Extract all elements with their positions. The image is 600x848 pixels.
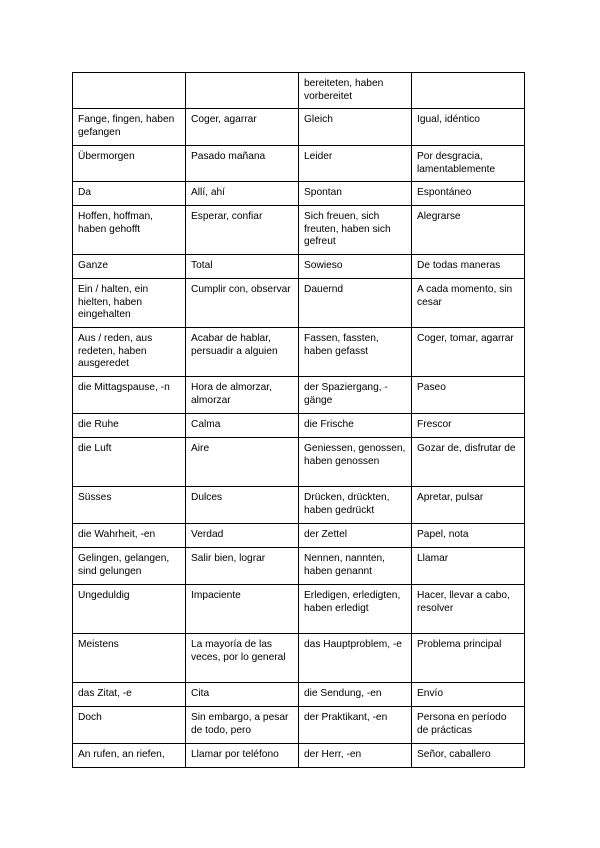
table-cell: Ungeduldig xyxy=(73,585,186,634)
table-cell: Übermorgen xyxy=(73,146,186,182)
vocabulary-table xyxy=(72,72,525,768)
table-cell: Coger, agarrar xyxy=(186,109,299,146)
table-cell: Apretar, pulsar xyxy=(412,487,525,524)
table-cell: Verdad xyxy=(186,524,299,548)
table-cell: Aus / reden, aus redeten, haben ausgeredet xyxy=(73,328,186,377)
table-row xyxy=(73,524,525,548)
table-cell: die Frische xyxy=(299,414,412,438)
table-cell xyxy=(186,73,299,109)
table-cell: Drücken, drückten, haben gedrückt xyxy=(299,487,412,524)
table-cell: Sowieso xyxy=(299,255,412,279)
table-cell: Acabar de hablar, persuadir a alguien xyxy=(186,328,299,377)
table-cell: Pasado mañana xyxy=(186,146,299,182)
table-cell: An rufen, an riefen, xyxy=(73,744,186,768)
table-row xyxy=(73,438,525,487)
table-cell: Erledigen, erledigten, haben erledigt xyxy=(299,585,412,634)
table-row xyxy=(73,585,525,634)
table-cell: Coger, tomar, agarrar xyxy=(412,328,525,377)
table-cell: Problema principal xyxy=(412,634,525,683)
table-row xyxy=(73,206,525,255)
table-row xyxy=(73,182,525,206)
table-cell: Dauernd xyxy=(299,279,412,328)
vocabulary-table-body xyxy=(73,73,525,768)
table-cell: Calma xyxy=(186,414,299,438)
table-cell: La mayoría de las veces, por lo general xyxy=(186,634,299,683)
table-cell: Salir bien, lograr xyxy=(186,548,299,585)
table-cell: Hora de almorzar, almorzar xyxy=(186,377,299,414)
table-cell: Sin embargo, a pesar de todo, pero xyxy=(186,707,299,744)
table-cell: Hacer, llevar a cabo, resolver xyxy=(412,585,525,634)
table-cell: Señor, caballero xyxy=(412,744,525,768)
table-cell xyxy=(412,73,525,109)
table-cell: Espontáneo xyxy=(412,182,525,206)
table-row xyxy=(73,279,525,328)
table-cell: Por desgracia, lamentablemente xyxy=(412,146,525,182)
table-cell: Cita xyxy=(186,683,299,707)
table-cell: der Praktikant, -en xyxy=(299,707,412,744)
table-cell: Gozar de, disfrutar de xyxy=(412,438,525,487)
table-cell: der Herr, -en xyxy=(299,744,412,768)
table-cell: Ganze xyxy=(73,255,186,279)
table-cell: Fassen, fassten, haben gefasst xyxy=(299,328,412,377)
table-cell: Nennen, nannten, haben genannt xyxy=(299,548,412,585)
table-cell: Papel, nota xyxy=(412,524,525,548)
table-cell: Gleich xyxy=(299,109,412,146)
table-row xyxy=(73,683,525,707)
table-cell: bereiteten, haben vorbereitet xyxy=(299,73,412,109)
table-row xyxy=(73,109,525,146)
table-cell: Esperar, confiar xyxy=(186,206,299,255)
table-cell: Allí, ahí xyxy=(186,182,299,206)
table-row xyxy=(73,634,525,683)
table-cell: das Hauptproblem, -e xyxy=(299,634,412,683)
table-cell xyxy=(73,73,186,109)
table-cell: Llamar por teléfono xyxy=(186,744,299,768)
table-cell: der Spaziergang, -gänge xyxy=(299,377,412,414)
table-cell: Gelingen, gelangen, sind gelungen xyxy=(73,548,186,585)
table-row xyxy=(73,328,525,377)
table-cell: die Wahrheit, -en xyxy=(73,524,186,548)
table-cell: Persona en período de prácticas xyxy=(412,707,525,744)
table-row xyxy=(73,707,525,744)
table-row xyxy=(73,73,525,109)
table-cell: Meistens xyxy=(73,634,186,683)
table-cell: Paseo xyxy=(412,377,525,414)
table-cell: Total xyxy=(186,255,299,279)
table-cell: Envío xyxy=(412,683,525,707)
table-cell: Doch xyxy=(73,707,186,744)
table-row xyxy=(73,414,525,438)
table-cell: A cada momento, sin cesar xyxy=(412,279,525,328)
table-cell: Frescor xyxy=(412,414,525,438)
table-cell: Dulces xyxy=(186,487,299,524)
table-cell: Igual, idéntico xyxy=(412,109,525,146)
table-cell: Leider xyxy=(299,146,412,182)
table-cell: Geniessen, genossen, haben genossen xyxy=(299,438,412,487)
table-cell: Llamar xyxy=(412,548,525,585)
table-cell: die Ruhe xyxy=(73,414,186,438)
table-cell: die Luft xyxy=(73,438,186,487)
table-cell: Impaciente xyxy=(186,585,299,634)
table-cell: Aire xyxy=(186,438,299,487)
table-cell: Hoffen, hoffman, haben gehofft xyxy=(73,206,186,255)
table-cell: Cumplir con, observar xyxy=(186,279,299,328)
table-cell: Alegrarse xyxy=(412,206,525,255)
table-row xyxy=(73,744,525,768)
table-row xyxy=(73,146,525,182)
table-row xyxy=(73,487,525,524)
table-cell: das Zitat, -e xyxy=(73,683,186,707)
table-cell: Fange, fingen, haben gefangen xyxy=(73,109,186,146)
table-cell: die Sendung, -en xyxy=(299,683,412,707)
table-cell: Sich freuen, sich freuten, haben sich gefreut xyxy=(299,206,412,255)
table-row xyxy=(73,255,525,279)
table-row xyxy=(73,548,525,585)
table-cell: die Mittagspause, -n xyxy=(73,377,186,414)
table-row xyxy=(73,377,525,414)
table-cell: Süsses xyxy=(73,487,186,524)
table-cell: der Zettel xyxy=(299,524,412,548)
table-cell: De todas maneras xyxy=(412,255,525,279)
table-cell: Ein / halten, ein hielten, haben eingehalten xyxy=(73,279,186,328)
table-cell: Spontan xyxy=(299,182,412,206)
table-cell: Da xyxy=(73,182,186,206)
